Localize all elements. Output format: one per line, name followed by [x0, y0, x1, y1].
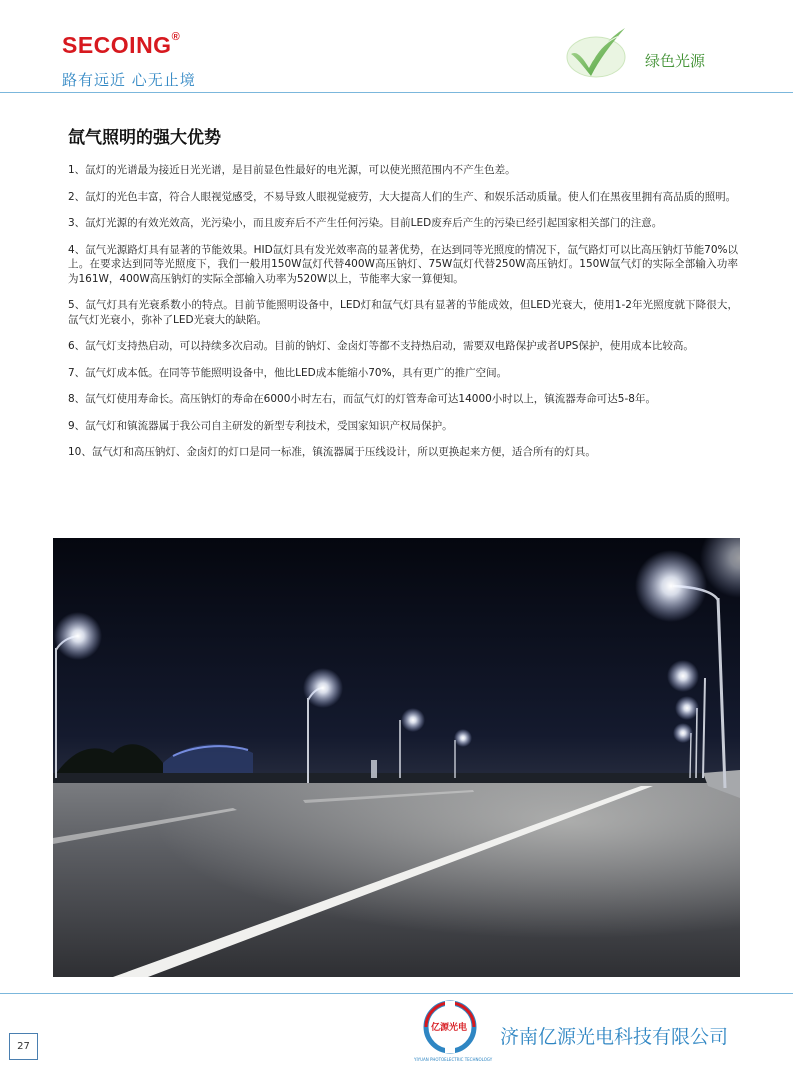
night-road-streetlights-photo — [53, 538, 740, 977]
paragraph-5: 5、氙气灯具有光衰系数小的特点。目前节能照明设备中，LED灯和氙气灯具有显著的节能成效，但LED光衰大，使用1-2年光照度就下降很大，氙气灯光衰小，弥补了LED光衰大的缺陷。 — [68, 299, 738, 326]
footer-logo-text: 亿源光电 — [431, 1023, 468, 1033]
paragraph-7: 7、氙气灯成本低。在同等节能照明设备中，他比LED成本能缩小70%，具有更广的推广空间。 — [68, 366, 508, 379]
registered-mark: ® — [171, 31, 181, 43]
brand-logo — [62, 32, 180, 59]
paragraph-1: 1、氙灯的光谱最为接近日光光谱，是目前显色性最好的电光源，可以使光照范围内不产生色差。 — [68, 164, 516, 176]
page-title: 氙气照明的强大优势 — [68, 128, 221, 148]
footer-divider — [0, 993, 793, 994]
paragraph-9: 9、氙气灯和镇流器属于我公司自主研发的新型专利技术，受国家知识产权局保护。 — [68, 419, 453, 432]
paragraph-2: 2、氙灯的光色丰富，符合人眼视觉感受，不易导致人眼视觉疲劳，大大提高人们的生产、和娱乐活动质量。使人们在黑夜里拥有高品质的照明。 — [68, 190, 737, 203]
header-tagline: 绿色光源 — [645, 52, 706, 70]
green-checkmark-leaf-icon — [563, 24, 629, 80]
header-divider — [0, 92, 793, 93]
article-body — [68, 163, 738, 472]
page-number: 27 — [9, 1033, 38, 1060]
brand-name: SECOING — [62, 32, 172, 58]
paragraph-6: 6、氙气灯支持热启动，可以持续多次启动。目前的钠灯、金卤灯等都不支持热启动，需要双电路保护或者UPS保护，使用成本比较高。 — [68, 340, 694, 352]
paragraph-4: 4、氙气光源路灯具有显著的节能效果。HID氙灯具有发光效率高的显著优势，在达到同等光照度的情况下，氙气路灯可以比高压钠灯节能70%以上。在要求达到同等光照度下，我们一般用150W氙灯代替400W高压钠灯、75W氙灯代替250W高压钠灯。150W氙气灯的实际全部输入功率为161W，400W高压钠灯的实际全部输入功率为520W以上，节能率大家一算便知。 — [68, 243, 738, 285]
paragraph-3: 3、氙灯光源的有效光效高，光污染小，而且废弃后不产生任何污染。目前LED废弃后产生的污染已经引起国家相关部门的注意。 — [68, 217, 663, 229]
paragraph-10: 10、氙气灯和高压钠灯、金卤灯的灯口是同一标准，镇流器属于压线设计，所以更换起来方便，适合所有的灯具。 — [68, 446, 596, 458]
slogan: 路有远近 心无止境 — [62, 71, 196, 89]
footer-logo-subtitle: YIYUAN PHOTOELECTRIC TECHNOLOGY — [414, 1057, 493, 1062]
paragraph-8: 8、氙气灯使用寿命长。高压钠灯的寿命在6000小时左右，而氙气灯的灯管寿命可达14000小时以上，镇流器寿命可达5-8年。 — [68, 393, 656, 405]
company-name: 济南亿源光电科技有限公司 — [500, 1026, 729, 1048]
